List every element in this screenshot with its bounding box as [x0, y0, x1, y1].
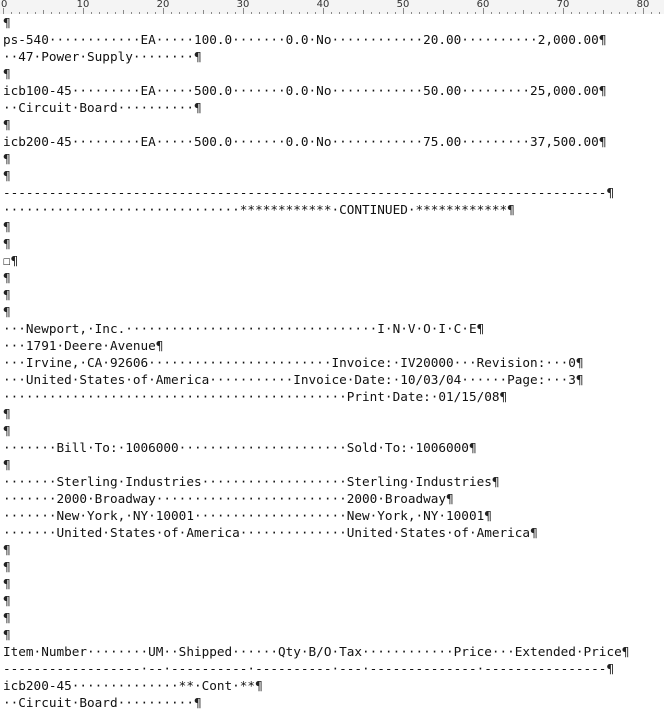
document-line	[0, 490, 664, 507]
document-line	[0, 167, 664, 184]
document-line	[0, 150, 664, 167]
line-text: ·······2000·Broadway·························2000·Broadway	[3, 491, 447, 506]
paragraph-mark-icon: ¶	[530, 525, 538, 540]
document-line	[0, 82, 664, 99]
paragraph-mark-icon: ¶	[3, 610, 11, 625]
document-line	[0, 14, 664, 31]
paragraph-mark-icon: ¶	[3, 593, 11, 608]
paragraph-mark-icon: ¶	[3, 457, 11, 472]
document-line	[0, 184, 664, 201]
document-line	[0, 371, 664, 388]
paragraph-mark-icon: ¶	[255, 678, 263, 693]
line-text: ·······New·York,·NY·10001····················New·York,·NY·10001	[3, 508, 485, 523]
line-text: ··Circuit·Board··········	[3, 100, 194, 115]
document-line	[0, 31, 664, 48]
document-line	[0, 660, 664, 677]
paragraph-mark-icon: ¶	[155, 338, 164, 353]
paragraph-mark-icon: ¶	[621, 644, 630, 659]
line-text: -------------------------------------------------------------------------------	[3, 185, 607, 200]
paragraph-mark-icon: ¶	[3, 270, 11, 285]
paragraph-mark-icon: ¶	[3, 559, 11, 574]
document-line	[0, 235, 664, 252]
line-text: ··47·Power·Supply········	[3, 49, 194, 64]
ruler-label: 70	[556, 0, 570, 10]
paragraph-mark-icon: ¶	[499, 389, 508, 404]
paragraph-mark-icon: ¶	[3, 627, 11, 642]
line-text: icb200-45·········EA·····500.0·······0.0·No············75.00·········37,500.00	[3, 134, 599, 149]
paragraph-mark-icon: ¶	[3, 576, 11, 591]
paragraph-mark-icon: ¶	[3, 151, 11, 166]
document-line	[0, 286, 664, 303]
document-body[interactable]	[0, 14, 664, 716]
line-text: ------------------·--·----------·----------·---·--------------·----------------	[3, 661, 607, 676]
document-line	[0, 456, 664, 473]
paragraph-mark-icon: ¶	[193, 49, 202, 64]
paragraph-mark-icon: ¶	[3, 406, 11, 421]
document-line	[0, 99, 664, 116]
paragraph-mark-icon: ¶	[476, 321, 485, 336]
document-line	[0, 694, 664, 711]
document-line	[0, 320, 664, 337]
line-text: ···Irvine,·CA·92606························Invoice:·IV20000···Revision:···0	[3, 355, 576, 370]
line-text: ·······United·States·of·America··············United·States·of·America	[3, 525, 531, 540]
paragraph-mark-icon: ¶	[484, 508, 492, 523]
document-line	[0, 405, 664, 422]
paragraph-mark-icon: ¶	[598, 32, 607, 47]
line-text: icb100-45·········EA·····500.0·······0.0·No············50.00·········25,000.00	[3, 83, 599, 98]
ruler-label: 80	[636, 0, 650, 10]
line-text: Item·Number········UM··Shipped······Qty·B/O·Tax············Price···Extended·Price	[3, 644, 622, 659]
paragraph-mark-icon: ¶	[3, 542, 11, 557]
document-line	[0, 575, 664, 592]
document-line	[0, 541, 664, 558]
paragraph-mark-icon: ¶	[598, 134, 607, 149]
line-text: ·······Bill·To:·1006000······················Sold·To:·1006000	[3, 440, 469, 455]
line-text: ☐	[3, 253, 11, 268]
line-text: ···Newport,·Inc.·································I·N·V·O·I·C·E	[3, 321, 477, 336]
document-line	[0, 507, 664, 524]
document-line	[0, 303, 664, 320]
paragraph-mark-icon: ¶	[3, 15, 11, 30]
paragraph-mark-icon: ¶	[575, 372, 584, 387]
document-line	[0, 558, 664, 575]
document-line	[0, 524, 664, 541]
document-line	[0, 643, 664, 660]
paragraph-mark-icon: ¶	[606, 185, 615, 200]
line-text: ···United·States·of·America···········Invoice·Date:·10/03/04······Page:···3	[3, 372, 576, 387]
horizontal-ruler	[0, 0, 664, 15]
document-line	[0, 218, 664, 235]
document-lines	[0, 14, 664, 711]
ruler-label: 0	[1, 0, 8, 10]
document-line	[0, 116, 664, 133]
document-line	[0, 439, 664, 456]
document-line	[0, 48, 664, 65]
paragraph-mark-icon: ¶	[3, 236, 11, 251]
document-line	[0, 133, 664, 150]
paragraph-mark-icon: ¶	[3, 168, 11, 183]
ruler-label: 20	[156, 0, 170, 10]
document-line	[0, 473, 664, 490]
paragraph-mark-icon: ¶	[3, 304, 11, 319]
ruler-label: 10	[76, 0, 90, 10]
line-text: ··Circuit·Board··········	[3, 695, 194, 710]
document-line	[0, 65, 664, 82]
paragraph-mark-icon: ¶	[606, 661, 615, 676]
paragraph-mark-icon: ¶	[468, 440, 477, 455]
paragraph-mark-icon: ¶	[507, 202, 515, 217]
paragraph-mark-icon: ¶	[3, 287, 11, 302]
paragraph-mark-icon: ¶	[575, 355, 584, 370]
paragraph-mark-icon: ¶	[598, 83, 607, 98]
line-text: ·············································Print·Date:·01/15/08	[3, 389, 500, 404]
line-text: icb200-45··············**·Cont·**	[3, 678, 256, 693]
document-line	[0, 677, 664, 694]
paragraph-mark-icon: ¶	[3, 66, 11, 81]
ruler-label: 50	[396, 0, 410, 10]
ruler-label: 60	[476, 0, 490, 10]
document-line	[0, 354, 664, 371]
line-text: ·······························************·CONTINUED·************	[3, 202, 508, 217]
paragraph-mark-icon: ¶	[3, 219, 11, 234]
document-line	[0, 201, 664, 218]
ruler-label: 40	[316, 0, 330, 10]
paragraph-mark-icon: ¶	[193, 100, 202, 115]
paragraph-mark-icon: ¶	[10, 253, 19, 268]
paragraph-mark-icon: ¶	[446, 491, 454, 506]
document-line	[0, 269, 664, 286]
document-line	[0, 609, 664, 626]
document-line	[0, 626, 664, 643]
document-line	[0, 422, 664, 439]
document-line	[0, 388, 664, 405]
document-line	[0, 592, 664, 609]
line-text: ·······Sterling·Industries···················Sterling·Industries	[3, 474, 492, 489]
document-line	[0, 337, 664, 354]
paragraph-mark-icon: ¶	[193, 695, 202, 710]
paragraph-mark-icon: ¶	[3, 423, 11, 438]
line-text: ps-540············EA·····100.0·······0.0·No············20.00··········2,000.00	[3, 32, 599, 47]
paragraph-mark-icon: ¶	[3, 117, 11, 132]
ruler-label: 30	[236, 0, 250, 10]
document-line	[0, 252, 664, 269]
line-text: ···1791·Deere·Avenue	[3, 338, 156, 353]
paragraph-mark-icon: ¶	[491, 474, 500, 489]
